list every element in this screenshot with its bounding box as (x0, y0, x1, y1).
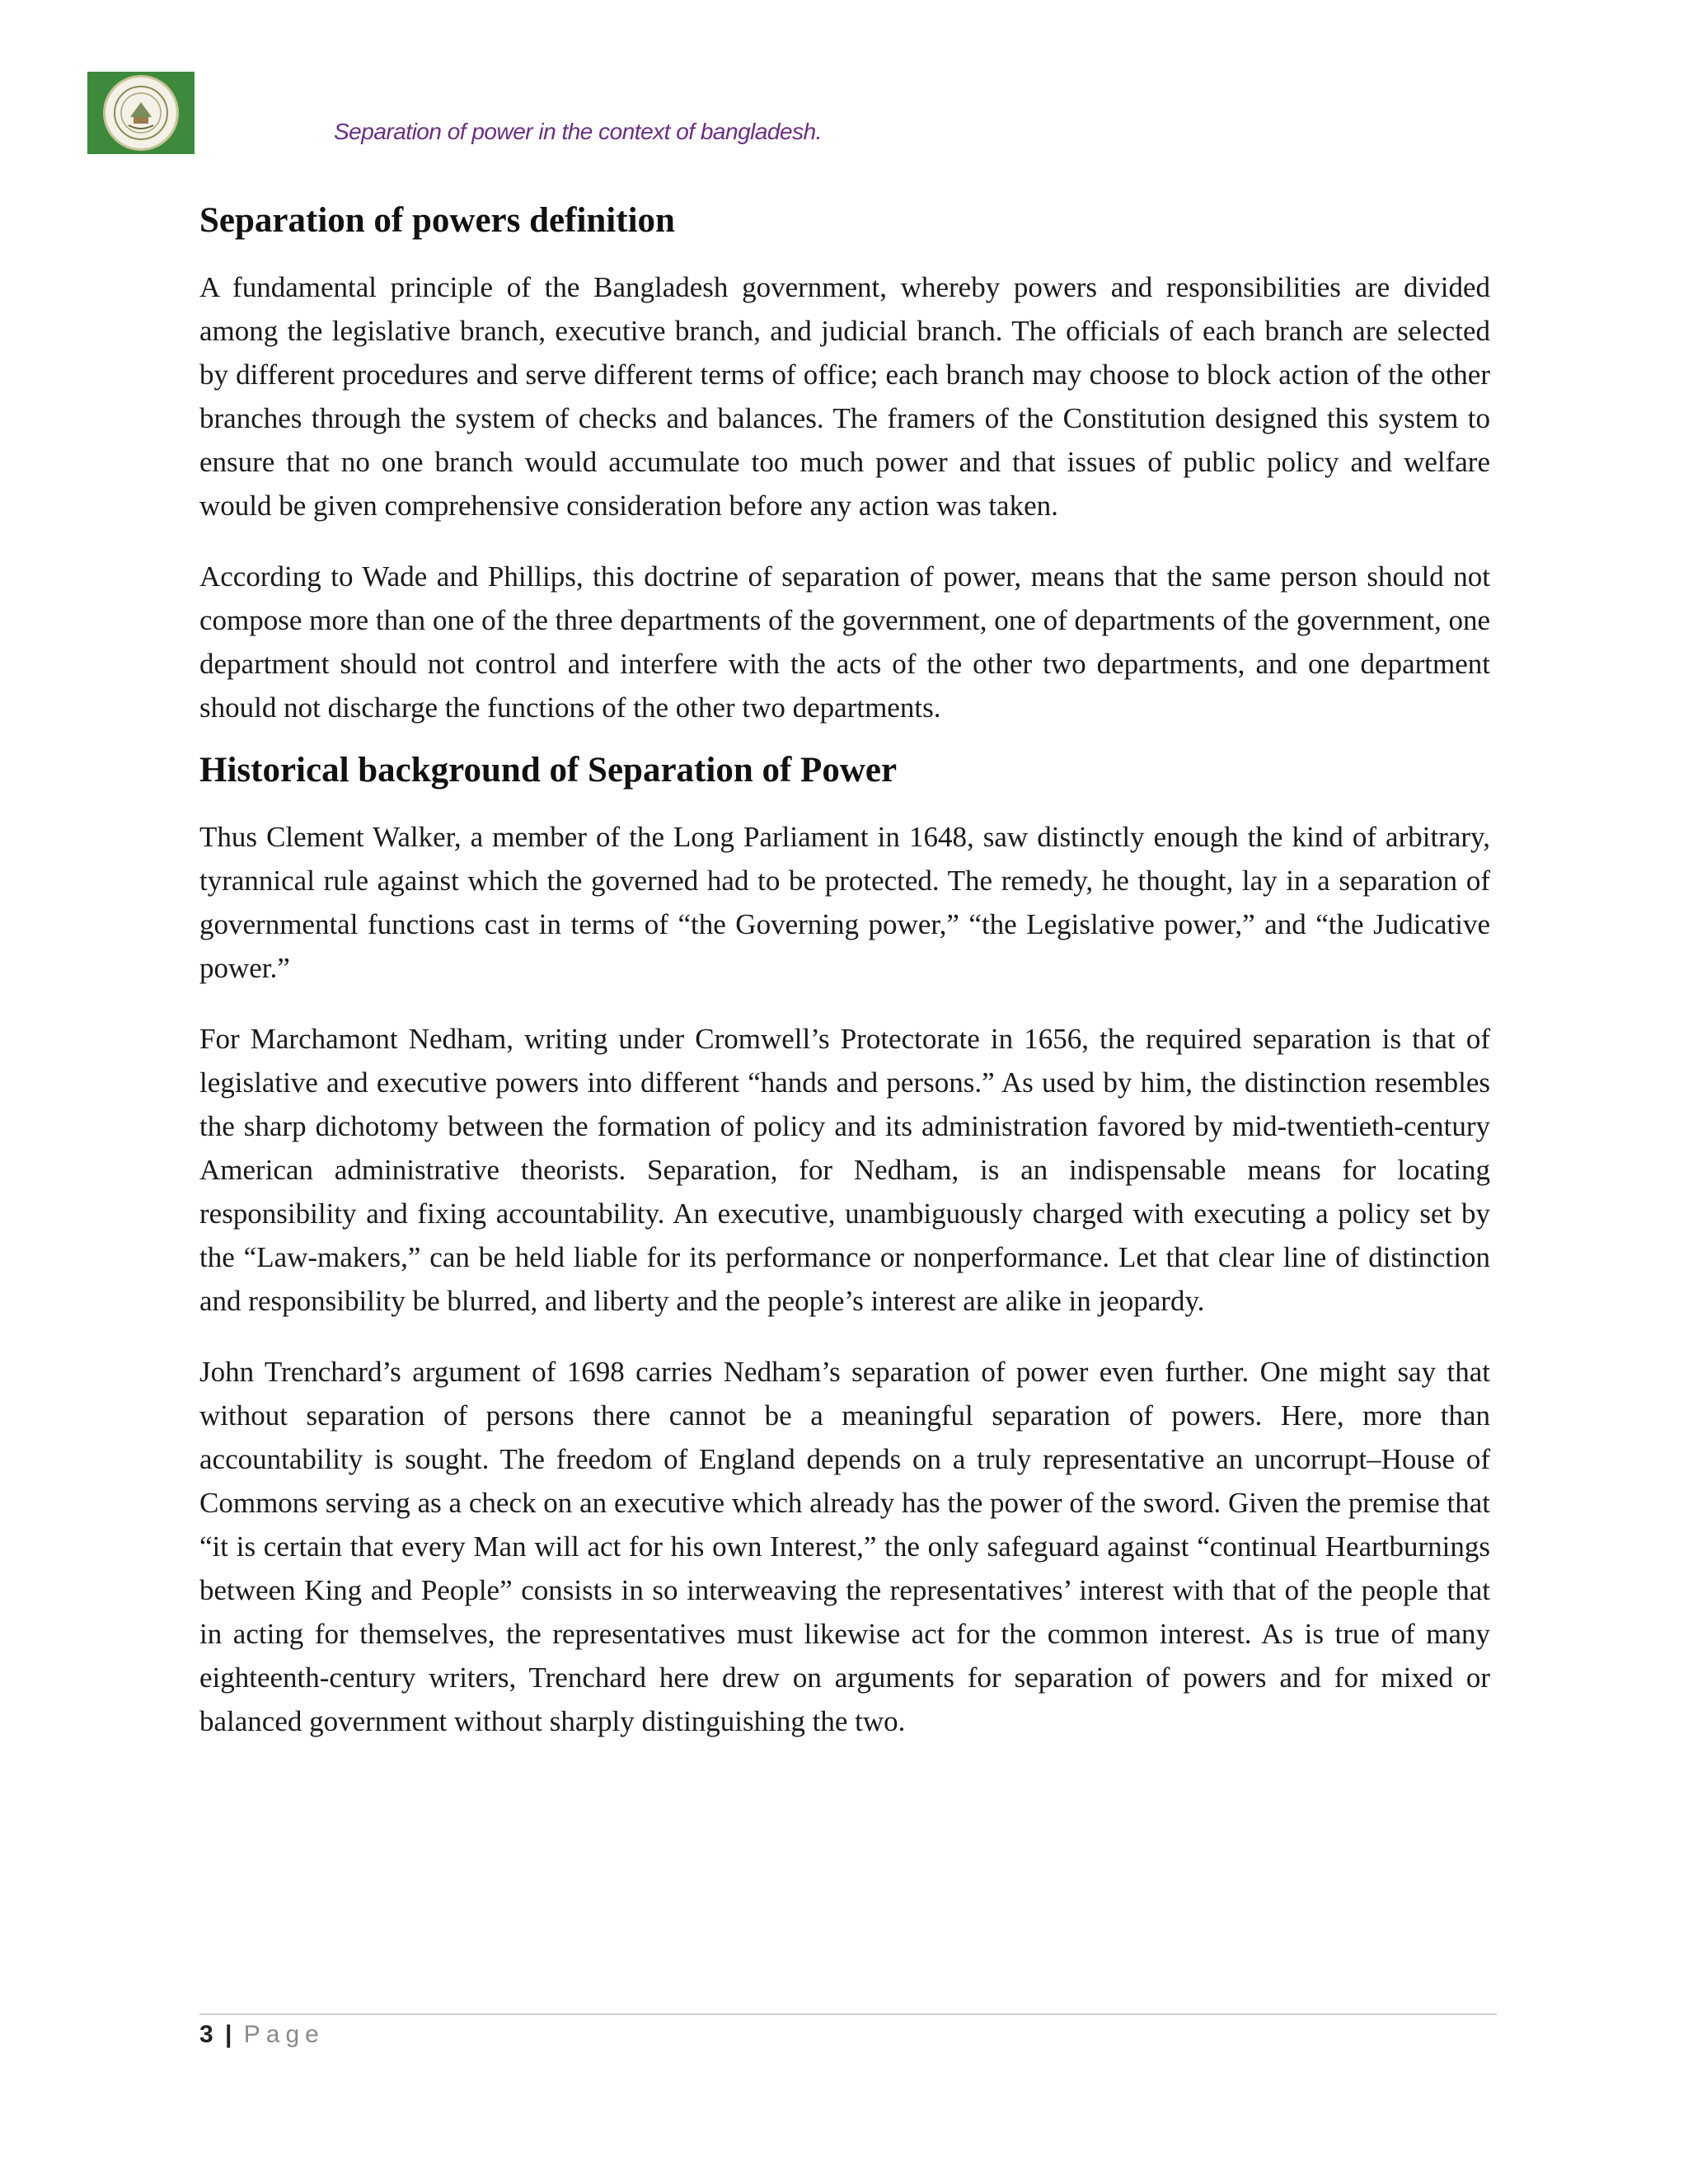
paragraph-definition: A fundamental principle of the Bangladesh government, whereby powers and responsibilities are divided among the legislative branch, executive branch, and judicial branch. The officials of each branch are selected by different procedures and serve different terms of office; each branch may choose to block action of the other branches through the system of checks and balances. The framers of the Constitution designed this system to ensure that no one branch would accumulate too much power and that issues of public policy and welfare would be given comprehensive consideration before any action was taken. (199, 271, 1490, 522)
page-number: 3 (199, 2021, 213, 2048)
section-heading-history: Historical background of Separation of Power (199, 751, 898, 790)
paragraph-trenchard: John Trenchard’s argument of 1698 carries Nedham’s separation of power even further. One might say that without separation of persons there cannot be a meaningful separation of powers. Here, more than accountability is sought. The freedom of England depends on a truly representative an uncorrupt–House of Commons serving as a check on an executive which already has the power of the sword. Given the premise that “it is certain that every Man will act for his own Interest,” the only safeguard against “continual Heartburnings between King and People” consists in so interweaving the representatives’ interest with that of the people that in acting for themselves, the representatives must likewise act for the common interest. As is true of many eighteenth-century writers, Trenchard here drew on arguments for separation of powers and for mixed or balanced government without sharply distinguishing the two. (199, 1356, 1490, 1737)
footer-separator: | (225, 2021, 232, 2048)
footer-divider (199, 2013, 1497, 2015)
institution-logo (87, 72, 195, 154)
paragraph-nedham: For Marchamont Nedham, writing under Cromwell’s Protectorate in 1656, the required separation is that of legislative and executive powers into different “hands and persons.” As used by him, the distinction resembles the sharp dichotomy between the formation of policy and its administration favored by mid-twentieth-century American administrative theorists. Separation, for Nedham, is an indispensable means for locating responsibility and fixing accountability. An executive, unambiguously charged with executing a policy set by the “Law-makers,” can be held liable for its performance or nonperformance. Let that clear line of distinction and responsibility be blurred, and liberty and the people’s interest are alike in jeopardy. (199, 1023, 1490, 1317)
page-footer (199, 2021, 325, 2049)
paragraph-wade-phillips: According to Wade and Phillips, this doctrine of separation of power, means that the same person should not compose more than one of the three departments of the government, one of departments of the government, one department should not control and interfere with the acts of the other two departments, and one department should not discharge the functions of the other two departments. (199, 560, 1490, 724)
header-title: Separation of power in the context of bangladesh. (334, 119, 822, 144)
section-heading-definition: Separation of powers definition (199, 201, 675, 240)
seal-icon (103, 75, 179, 151)
page-label: Page (243, 2021, 325, 2048)
paragraph-walker: Thus Clement Walker, a member of the Long Parliament in 1648, saw distinctly enough the kind of arbitrary, tyrannical rule against which the governed had to be protected. The remedy, he thought, lay in a separation of governmental functions cast in terms of “the Governing power,” “the Legislative power,” and “the Judicative power.” (199, 821, 1490, 984)
document-body (199, 198, 1490, 1743)
